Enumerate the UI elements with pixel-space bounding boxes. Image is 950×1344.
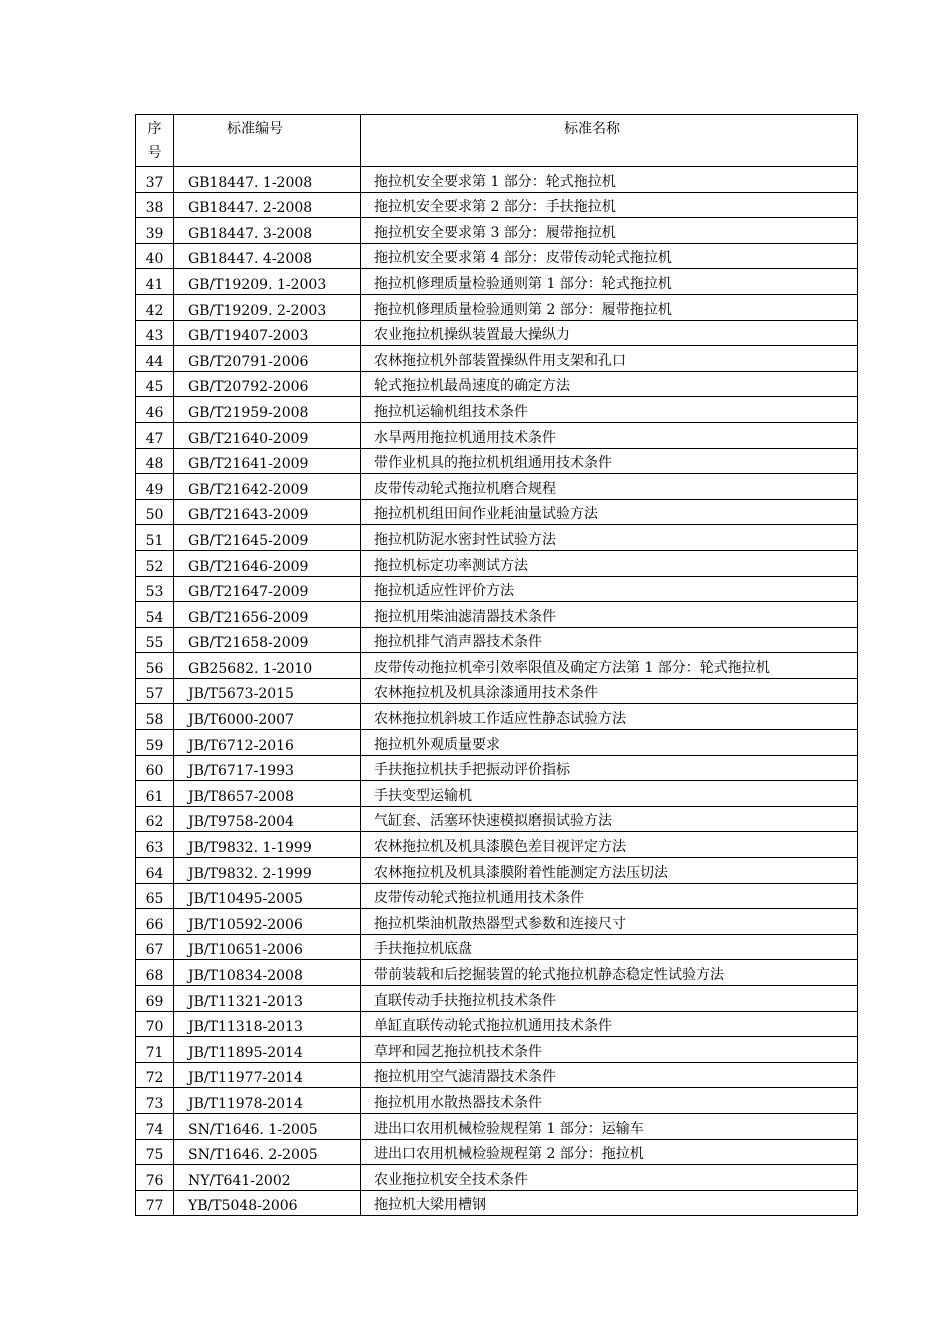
table-row [136,192,858,218]
row-name: 农业拖拉机操纵装置最大操纵力 [361,320,858,346]
row-code: GB/T20791-2006 [174,346,361,372]
row-code: GB/T21645-2009 [174,525,361,551]
row-seq: 73 [136,1088,174,1114]
table-row [136,1139,858,1165]
row-seq: 54 [136,602,174,628]
row-code: GB/T19209. 2-2003 [174,294,361,320]
table-row [136,883,858,909]
row-code: JB/T11318-2013 [174,1011,361,1037]
row-name: 轮式拖拉机最咼速度的确定方法 [361,371,858,397]
row-code: JB/T10834-2008 [174,960,361,986]
row-code: GB/T21642-2009 [174,474,361,500]
table-row [136,1165,858,1191]
table-row [136,1062,858,1088]
row-name: 拖拉机用空气滤清器技术条件 [361,1062,858,1088]
row-name: 拖拉机适应性评价方法 [361,576,858,602]
row-name: 手扶拖拉机扶手把振动评价指标 [361,755,858,781]
row-name: 拖拉机柴油机散热器型式参数和连接尺寸 [361,909,858,935]
row-seq: 38 [136,192,174,218]
row-seq: 77 [136,1190,174,1216]
table-row [136,525,858,551]
row-seq: 50 [136,499,174,525]
row-name: 皮带传动轮式拖拉机磨合规程 [361,474,858,500]
row-seq: 75 [136,1139,174,1165]
row-name: 单缸直联传动轮式拖拉机通用技术条件 [361,1011,858,1037]
row-code: JB/T10651-2006 [174,934,361,960]
row-code: GB25682. 1-2010 [174,653,361,679]
table-row [136,1113,858,1139]
row-code: SN/T1646. 2-2005 [174,1139,361,1165]
row-name: 拖拉机安全要求第 2 部分：手扶拖拉机 [361,192,858,218]
row-code: SN/T1646. 1-2005 [174,1113,361,1139]
table-row [136,1088,858,1114]
row-code: JB/T9832. 2-1999 [174,858,361,884]
header-name [361,115,858,167]
row-code: GB/T19209. 1-2003 [174,269,361,295]
table-row [136,832,858,858]
table-row [136,576,858,602]
row-name: 拖拉机机组田间作业耗油量试验方法 [361,499,858,525]
row-code: JB/T11321-2013 [174,986,361,1012]
row-code: GB/T21640-2009 [174,422,361,448]
row-name: 气缸套、活塞环快速模拟磨损试验方法 [361,806,858,832]
row-seq: 71 [136,1037,174,1063]
header-name-label: 标准名称 [564,121,620,137]
row-seq: 48 [136,448,174,474]
table-row [136,243,858,269]
row-name: 拖拉机修理质量检验通则第 2 部分：履带拖拉机 [361,294,858,320]
row-code: GB/T21641-2009 [174,448,361,474]
table-row [136,320,858,346]
row-code: JB/T10592-2006 [174,909,361,935]
row-seq: 53 [136,576,174,602]
row-seq: 70 [136,1011,174,1037]
row-seq: 43 [136,320,174,346]
row-name: 带前装载和后挖掘装置的轮式拖拉机静态稳定性试验方法 [361,960,858,986]
row-name: 直联传动手扶拖拉机技术条件 [361,986,858,1012]
row-code: GB18447. 4-2008 [174,243,361,269]
standards-table [135,114,858,1216]
row-seq: 46 [136,397,174,423]
row-seq: 69 [136,986,174,1012]
row-name: 拖拉机修理质量检验通则第 1 部分：轮式拖拉机 [361,269,858,295]
row-name: 进出口农用机械检验规程第 2 部分：拖拉机 [361,1139,858,1165]
row-name: 拖拉机外观质量要求 [361,730,858,756]
row-seq: 55 [136,627,174,653]
header-seq [136,115,174,167]
row-seq: 66 [136,909,174,935]
row-seq: 72 [136,1062,174,1088]
table-row [136,934,858,960]
table-row [136,986,858,1012]
table-row [136,1190,858,1216]
table-row [136,550,858,576]
row-seq: 57 [136,678,174,704]
row-name: 拖拉机防泥水密封性试验方法 [361,525,858,551]
table-row [136,960,858,986]
row-name: 拖拉机安全要求第 1 部分：轮式拖拉机 [361,167,858,193]
row-name: 手扶拖拉机底盘 [361,934,858,960]
table-row [136,627,858,653]
row-seq: 76 [136,1165,174,1191]
row-name: 带作业机具的拖拉机机组通用技术条件 [361,448,858,474]
header-code-label: 标准编号 [227,121,283,137]
row-seq: 41 [136,269,174,295]
row-seq: 74 [136,1113,174,1139]
row-seq: 65 [136,883,174,909]
row-code: GB/T21656-2009 [174,602,361,628]
row-name: 草坪和园艺拖拉机技术条件 [361,1037,858,1063]
header-code [174,115,361,167]
row-name: 农林拖拉机及机具漆膜色差目视评定方法 [361,832,858,858]
row-code: JB/T6000-2007 [174,704,361,730]
table-row [136,909,858,935]
row-seq: 42 [136,294,174,320]
row-code: NY/T641-2002 [174,1165,361,1191]
row-name: 手扶变型运输机 [361,781,858,807]
row-code: JB/T6712-2016 [174,730,361,756]
row-seq: 58 [136,704,174,730]
table-row [136,602,858,628]
header-row [136,115,858,167]
table-header [136,115,858,167]
row-seq: 47 [136,422,174,448]
row-name: 农林拖拉机斜坡工作适应性静态试验方法 [361,704,858,730]
row-seq: 63 [136,832,174,858]
table-row [136,678,858,704]
table-row [136,704,858,730]
table-row [136,269,858,295]
row-code: GB18447. 2-2008 [174,192,361,218]
table-row [136,346,858,372]
row-seq: 64 [136,858,174,884]
table-row [136,755,858,781]
row-code: JB/T11978-2014 [174,1088,361,1114]
row-code: YB/T5048-2006 [174,1190,361,1216]
row-seq: 37 [136,167,174,193]
row-seq: 60 [136,755,174,781]
row-name: 拖拉机安全要求第 3 部分：履带拖拉机 [361,218,858,244]
row-code: GB/T21959-2008 [174,397,361,423]
table-row [136,730,858,756]
table-row [136,397,858,423]
row-code: JB/T6717-1993 [174,755,361,781]
table-row [136,1037,858,1063]
row-code: GB/T19407-2003 [174,320,361,346]
row-code: GB18447. 3-2008 [174,218,361,244]
row-name: 拖拉机运输机组技术条件 [361,397,858,423]
row-code: GB/T21658-2009 [174,627,361,653]
row-code: GB/T21646-2009 [174,550,361,576]
row-seq: 56 [136,653,174,679]
row-code: GB18447. 1-2008 [174,167,361,193]
row-code: JB/T11977-2014 [174,1062,361,1088]
row-name: 水旱两用拖拉机通用技术条件 [361,422,858,448]
table-row [136,422,858,448]
row-seq: 45 [136,371,174,397]
row-name: 拖拉机大梁用槽钢 [361,1190,858,1216]
row-name: 农林拖拉机外部装置操纵件用支架和孔口 [361,346,858,372]
row-code: GB/T21647-2009 [174,576,361,602]
row-name: 皮带传动轮式拖拉机通用技术条件 [361,883,858,909]
row-code: GB/T21643-2009 [174,499,361,525]
table-row [136,806,858,832]
row-seq: 68 [136,960,174,986]
row-seq: 59 [136,730,174,756]
table-row [136,371,858,397]
table-row [136,858,858,884]
row-seq: 44 [136,346,174,372]
header-seq-label: 序号 [147,121,162,161]
row-code: JB/T11895-2014 [174,1037,361,1063]
row-name: 皮带传动拖拉机牵引效率限值及确定方法第 1 部分：轮式拖拉机 [361,653,858,679]
row-seq: 67 [136,934,174,960]
row-name: 农业拖拉机安全技术条件 [361,1165,858,1191]
table-row [136,294,858,320]
table-row [136,499,858,525]
row-seq: 49 [136,474,174,500]
row-code: JB/T9832. 1-1999 [174,832,361,858]
row-seq: 40 [136,243,174,269]
row-name: 拖拉机标定功率测试方法 [361,550,858,576]
row-name: 农林拖拉机及机具涂漆通用技术条件 [361,678,858,704]
table-row [136,653,858,679]
row-seq: 61 [136,781,174,807]
row-seq: 62 [136,806,174,832]
row-name: 拖拉机用水散热器技术条件 [361,1088,858,1114]
table-row [136,474,858,500]
table-body [136,167,858,1216]
row-code: JB/T9758-2004 [174,806,361,832]
table-row [136,448,858,474]
table-row [136,218,858,244]
row-name: 拖拉机用柴油滤清器技术条件 [361,602,858,628]
row-code: JB/T10495-2005 [174,883,361,909]
table-row [136,167,858,193]
row-code: GB/T20792-2006 [174,371,361,397]
row-code: JB/T5673-2015 [174,678,361,704]
row-name: 拖拉机安全要求第 4 部分：皮带传动轮式拖拉机 [361,243,858,269]
row-seq: 51 [136,525,174,551]
table-row [136,1011,858,1037]
row-name: 拖拉机排气消声器技术条件 [361,627,858,653]
table-row [136,781,858,807]
row-name: 进出口农用机械检验规程第 1 部分：运输车 [361,1113,858,1139]
row-name: 农林拖拉机及机具漆膜附着性能测定方法压切法 [361,858,858,884]
row-code: JB/T8657-2008 [174,781,361,807]
row-seq: 52 [136,550,174,576]
row-seq: 39 [136,218,174,244]
